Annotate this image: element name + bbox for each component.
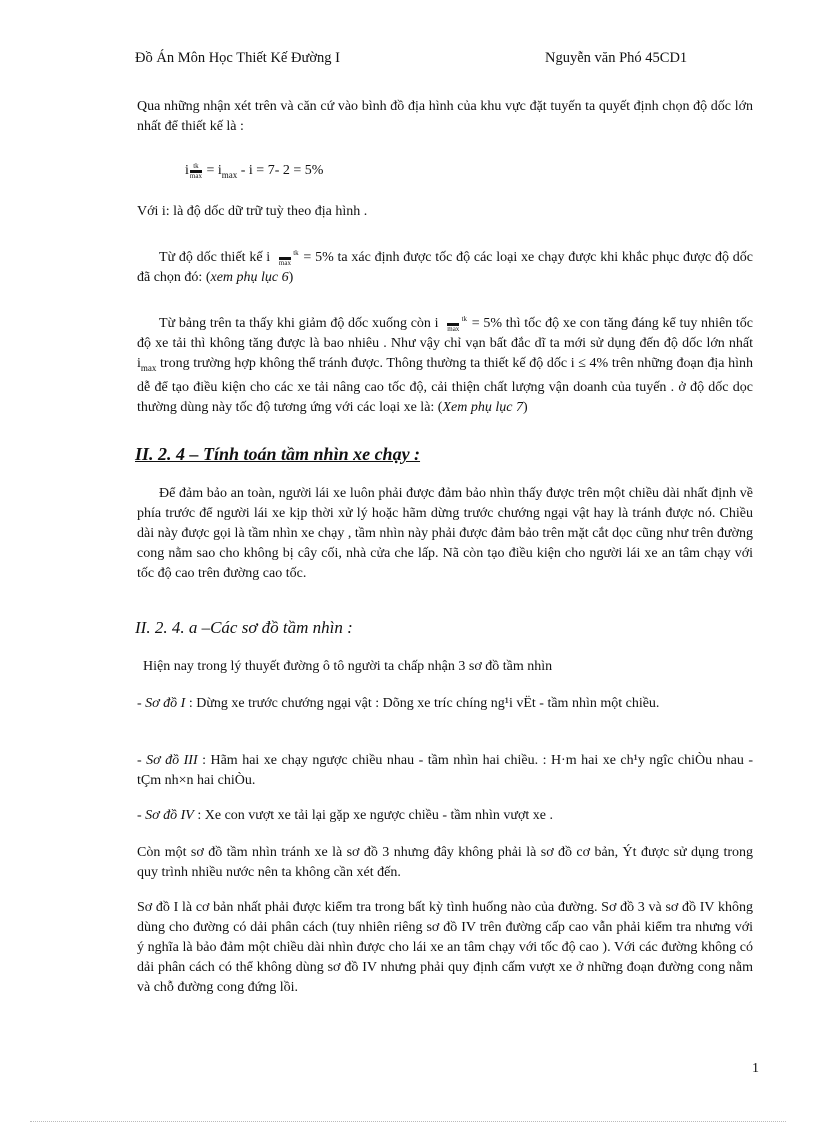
- scheme-1-label: Sơ đồ I: [145, 696, 186, 711]
- scheme-1: [137, 694, 753, 714]
- scheme-3: [137, 751, 753, 791]
- p4-c: trong trường hợp không thể tránh được. Thông thường ta thiết kế độ dốc i ≤ 4% trên những đoạn địa hình dễ để tạo điều kiện cho các xe tải nâng cao tốc độ, cải thiện chất lượng vận doanh của tuyến . ở độ dốc dọc thường dùng này tốc độ tương ứng với các loại xe là: (: [137, 356, 753, 415]
- scheme-1-dash: -: [137, 696, 146, 711]
- paragraph-schemes-intro: Hiện nay trong lý thuyết đường ô tô người ta chấp nhận 3 sơ đồ tầm nhìn: [143, 659, 553, 674]
- p3-ref: xem phụ lục 6: [210, 270, 289, 285]
- p4-a: Từ bảng trên ta thấy khi giảm độ dốc xuống còn i: [159, 316, 439, 331]
- scheme-3-text: : Hãm hai xe chạy ngược chiều nhau - tầm nhìn hai chiều. : H·m hai xe ch¹y ngîc chiÒu nhau - tÇm nh×n hai chiÒu.: [137, 753, 753, 788]
- scheme-4-dash: -: [137, 808, 146, 823]
- scheme-3-dash: -: [137, 753, 147, 768]
- p4-b: = 5% thì tốc độ xe con tăng đáng kể tuy nhiên tốc độ xe tải thì không tăng được là bao nhiêu . Như vậy chỉ vạn bất đắc dĩ ta mới sử dụng đến độ dốc lớn nhất i: [137, 316, 753, 371]
- paragraph-note: Với i: là độ dốc dữ trữ tuỳ theo địa hình .: [137, 204, 368, 219]
- p3-a: Từ độ dốc thiết kế i: [159, 250, 271, 265]
- frac-bottom: max: [189, 172, 202, 180]
- formula-i: i: [185, 163, 189, 179]
- paragraph-safety: Để đảm bảo an toàn, người lái xe luôn phải được đảm bảo nhìn thấy được trên một chiều dài nhất định về phía trước để người lái xe kịp thời xử lý hoặc hãm dừng trước chướng ngại vật hay là tránh được nó. Chiều dài này được gọi là tầm nhìn xe chạy , tầm nhìn này phải được đảm bảo trên mặt cắt dọc cũng như trên đường cong nằm sao cho không bị cây cối, nhà cửa che lấp. Nã còn tạo điều kiện cho người lái xe an tâm chạy với tốc độ cao trên đường cao tốc.: [137, 486, 753, 581]
- header-title: Đồ Án Môn Học Thiết Kế Đường I: [135, 50, 340, 66]
- section-heading: II. 2. 4 – Tính toán tầm nhìn xe chạy :: [135, 444, 421, 464]
- subsection-heading: II. 2. 4. a –Các sơ đồ tầm nhìn :: [135, 618, 353, 637]
- footer-line: [30, 1121, 786, 1122]
- paragraph-table: [137, 314, 753, 418]
- p3-c: ): [288, 270, 294, 285]
- paragraph-avoid-scheme: Còn một sơ đồ tầm nhìn tránh xe là sơ đồ 3 nhưng đây không phải là sơ đồ cơ bản, Ýt được sử dụng trong quy trình nhiều nước nên ta không cần xét đến.: [137, 845, 753, 880]
- p4-d: ): [522, 399, 528, 415]
- scheme-4-label: Sơ đồ IV: [145, 808, 194, 823]
- p4-fraction: [440, 316, 467, 332]
- frac-top: tk: [193, 162, 199, 170]
- paragraph-scheme-usage: Sơ đồ I là cơ bản nhất phải được kiểm tra trong bất kỳ tình huống nào của đường. Sơ đồ 3 và sơ đồ IV không dùng cho đường có dải phân cách (tuy nhiên riêng sơ đồ IV trên đường cấp cao vẫn phải kiểm tra nhưng với ý nghĩa là bảo đảm một chiều dài nhìn được cho lái xe an tâm chạy với tốc độ cao ). Với các đường không có dải phân cách có thể không dùng sơ đồ IV nhưng phải quy định cấm vượt xe ở những đoạn đường cong nằm và chỗ đường cong đứng lồi.: [137, 900, 753, 995]
- header-author: Nguyễn văn Phó 45CD1: [545, 50, 688, 66]
- paragraph-speed: [137, 248, 753, 288]
- p3-b: = 5% ta xác định được tốc độ các loại xe chạy được khi khắc phục được độ dốc đã chọn đó: (: [137, 250, 754, 285]
- page-number: 1: [752, 1061, 759, 1076]
- p4-sub: max: [140, 362, 157, 373]
- p3-frac-top: tk: [293, 248, 299, 257]
- formula-sub: max: [221, 170, 238, 181]
- formula-rest: - i = 7- 2 = 5%: [237, 163, 324, 179]
- formula-eq: = i: [202, 163, 222, 179]
- scheme-4-text: : Xe con vượt xe tải lại gặp xe ngược chiều - tầm nhìn vượt xe .: [193, 808, 553, 823]
- p4-ref: Xem phụ lục 7: [442, 399, 523, 415]
- p4-frac-bottom: max: [447, 324, 460, 333]
- p3-fraction: [271, 250, 298, 266]
- p3-frac-bottom: max: [278, 258, 291, 267]
- scheme-3-label: Sơ đồ III: [146, 753, 198, 768]
- scheme-1-text: : Dừng xe trước chướng ngại vật : Dõng xe tríc chíng ng¹i vËt - tầm nhìn một chiều.: [185, 696, 660, 711]
- p4-frac-top: tk: [461, 314, 468, 323]
- paragraph-intro: Qua những nhận xét trên và căn cứ vào bình đồ địa hình của khu vực đặt tuyến ta quyết định chọn độ dốc lớn nhất để thiết kế là :: [137, 99, 753, 134]
- formula-max-grade: [185, 163, 323, 180]
- formula-fraction: [190, 163, 202, 179]
- scheme-4: [137, 806, 753, 826]
